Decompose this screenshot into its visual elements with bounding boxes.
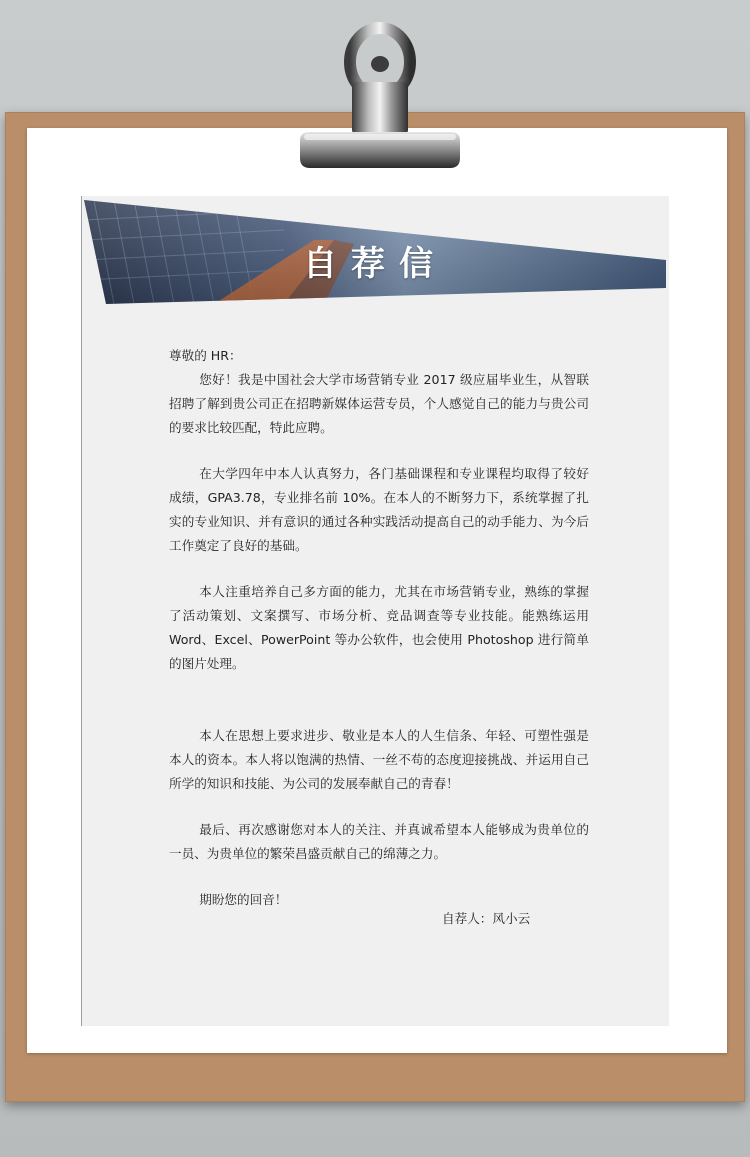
- paragraph-attitude: 本人在思想上要求进步、敬业是本人的人生信条、年轻、可塑性强是本人的资本。本人将以饱满的热情、一丝不苟的态度迎接挑战、并运用自己所学的知识和技能、为公司的发展奉献自己的青春！: [169, 728, 589, 791]
- paragraph-closing: 期盼您的回音！: [199, 892, 288, 907]
- signature: 自荐人：风小云: [442, 911, 531, 926]
- letter-title: 自荐信: [303, 244, 447, 284]
- letter-body: [169, 344, 589, 912]
- paragraph-intro: 您好！我是中国社会大学市场营销专业 2017 级应届毕业生，从智联招聘了解到贵公司正在招聘新媒体运营专员，个人感觉自己的能力与贵公司的要求比较匹配，特此应聘。: [169, 372, 589, 435]
- binder-clip-icon: [290, 22, 470, 172]
- paragraph-skills: 本人注重培养自己多方面的能力，尤其在市场营销专业，熟练的掌握了活动策划、文案撰写、市场分析、竞品调查等专业技能。能熟练运用 Word、Excel、PowerPoint 等办公软件，也会使用 Photoshop 进行简单的图片处理。: [169, 584, 589, 671]
- paragraph-education: 在大学四年中本人认真努力，各门基础课程和专业课程均取得了较好成绩，GPA3.78，专业排名前 10%。在本人的不断努力下，系统掌握了扎实的专业知识、并有意识的通过各种实践活动提高自己的动手能力、为今后工作奠定了良好的基础。: [169, 466, 589, 553]
- greeting: 尊敬的 HR：: [169, 348, 242, 363]
- paragraph-thanks: 最后、再次感谢您对本人的关注、并真诚希望本人能够成为贵单位的一员、为贵单位的繁荣昌盛贡献自己的绵薄之力。: [169, 822, 589, 861]
